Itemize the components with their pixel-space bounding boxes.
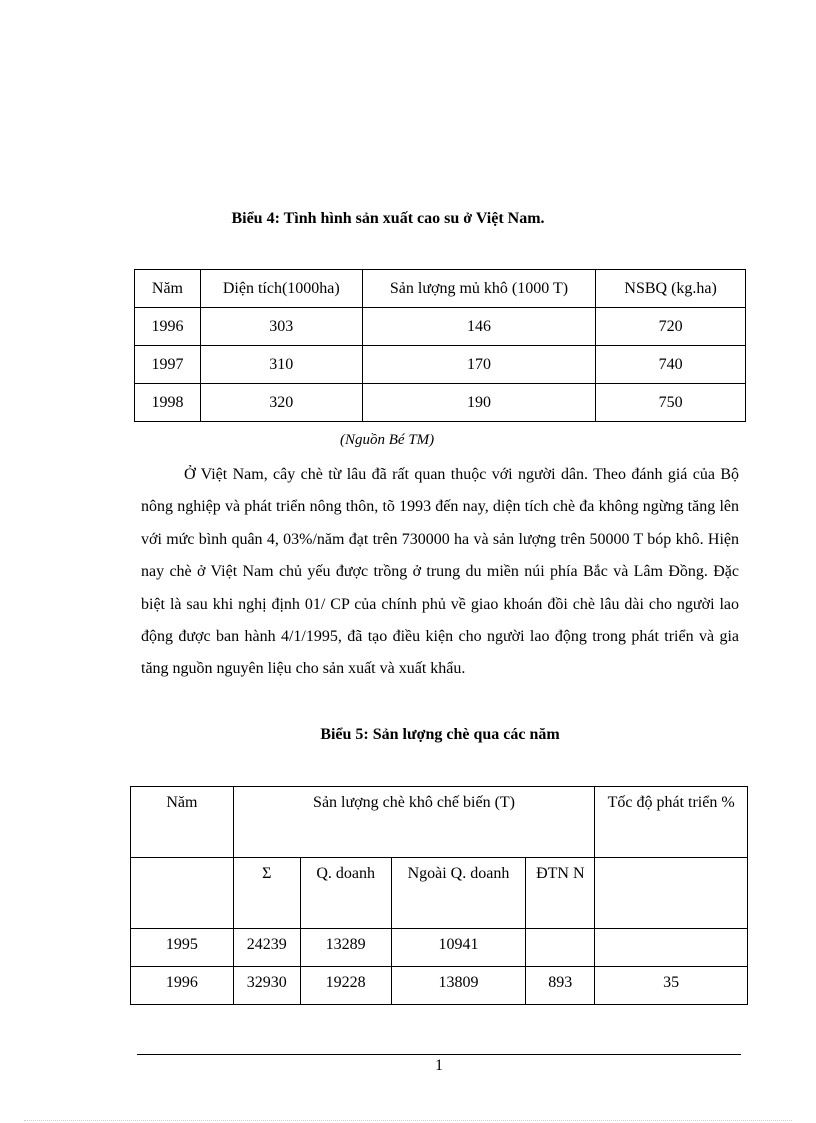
subheader-total: Σ: [233, 858, 300, 929]
cell-dtn: 893: [526, 967, 595, 1005]
header-year: Năm: [131, 787, 234, 858]
table-header-row: [135, 270, 746, 308]
page-edge-divider: [24, 1120, 792, 1121]
footer-rule: [137, 1054, 741, 1055]
table-row: [131, 929, 748, 967]
cell-output: 170: [362, 346, 596, 384]
subheader-empty: [595, 858, 748, 929]
header-area: Diện tích(1000ha): [200, 270, 362, 308]
tea-production-table: [130, 786, 748, 1005]
cell-total: 24239: [233, 929, 300, 967]
table-subheader-row: [131, 858, 748, 929]
cell-output: 146: [362, 308, 596, 346]
table5-title: Biểu 5: Sản lượng chè qua các năm: [320, 726, 560, 743]
rubber-production-table: [134, 269, 746, 422]
cell-year: 1997: [135, 346, 201, 384]
cell-total: 32930: [233, 967, 300, 1005]
table-header-row: [131, 787, 748, 858]
cell-year: 1995: [131, 929, 234, 967]
cell-dtn: [526, 929, 595, 967]
page-number: 1: [435, 1057, 443, 1074]
paragraph-text: Ở Việt Nam, cây chè từ lâu đã rất quan thuộc với người dân. Theo đánh giá của Bộ nông nghiệp và phát triển nông thôn, tõ 1993 đến nay, diện tích chè đa không ngừng tăng lên với mức bình quân 4, 03%/năm đạt trên 730000 ha và sản lượng trên 50000 T bóp khô. Hiện nay chè ở Việt Nam chủ yếu được trồng ở trung du miền núi phía Bắc và Lâm Đồng. Đặc biệt là sau khi nghị định 01/ CP của chính phủ về giao khoán đồi chè lâu dài cho người lao động được ban hành 4/1/1995, đã tạo điều kiện cho người lao động trong phát triển và gia tăng nguồn nguyên liệu cho sản xuất và xuất khẩu.: [141, 466, 739, 678]
cell-growth: 35: [595, 967, 748, 1005]
cell-area: 303: [200, 308, 362, 346]
cell-yield: 750: [596, 384, 746, 422]
cell-area: 310: [200, 346, 362, 384]
table-row: [135, 346, 746, 384]
cell-nonstate: 10941: [391, 929, 526, 967]
cell-growth: [595, 929, 748, 967]
header-yield: NSBQ (kg.ha): [596, 270, 746, 308]
cell-nonstate: 13809: [391, 967, 526, 1005]
table4-title: Biểu 4: Tình hình sản xuất cao su ở Việt Nam.: [231, 210, 545, 227]
cell-year: 1998: [135, 384, 201, 422]
cell-year: 1996: [135, 308, 201, 346]
table-row: [135, 308, 746, 346]
body-paragraph: [141, 459, 739, 686]
table4-source: (Nguồn Bé TM): [340, 432, 435, 448]
cell-area: 320: [200, 384, 362, 422]
cell-state: 13289: [300, 929, 391, 967]
subheader-state: Q. doanh: [300, 858, 391, 929]
cell-year: 1996: [131, 967, 234, 1005]
header-year: Năm: [135, 270, 201, 308]
cell-yield: 740: [596, 346, 746, 384]
header-growth: Tốc độ phát triển %: [595, 787, 748, 858]
table-row: [131, 967, 748, 1005]
cell-output: 190: [362, 384, 596, 422]
header-output: Sản lượng chè khô chế biến (T): [233, 787, 594, 858]
subheader-dtn: ĐTN N: [526, 858, 595, 929]
cell-state: 19228: [300, 967, 391, 1005]
header-output: Sản lượng mủ khô (1000 T): [362, 270, 596, 308]
cell-yield: 720: [596, 308, 746, 346]
subheader-empty: [131, 858, 234, 929]
subheader-nonstate: Ngoài Q. doanh: [391, 858, 526, 929]
table-row: [135, 384, 746, 422]
